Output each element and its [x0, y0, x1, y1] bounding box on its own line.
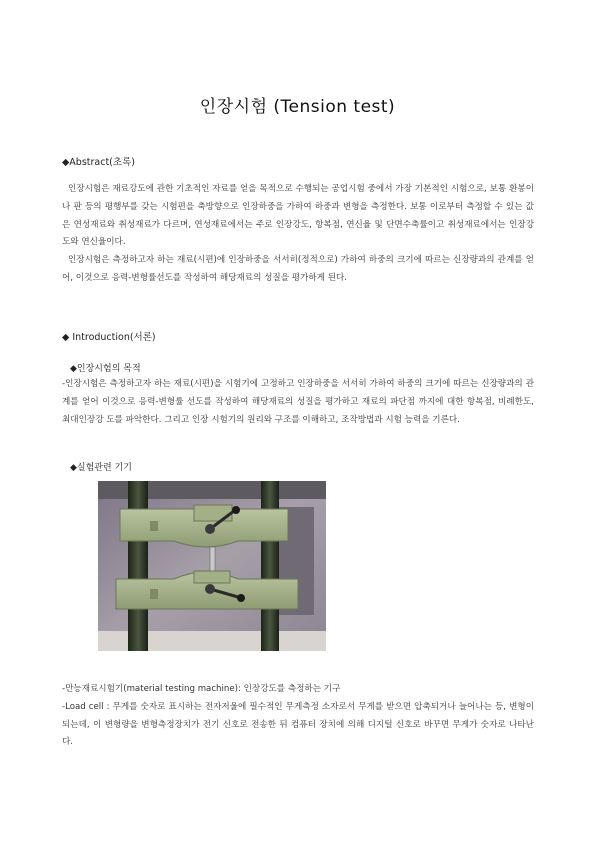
purpose-paragraph: -인장시험은 측정하고자 하는 재료(시편)을 시험기에 고정하고 인장하중을 서서히 가하여 하중의 크기에 따르는 신장량과의 관계를 얻어 이것으로 응력-변형률 선도를 작성하여 해당재료의 성질을 평가하고 재료의 파단점 까지에 대한 항복점, 비례한도, 최대인장강 도를 파악한다. 그리고 인장 시험기의 원리와 구조를 이해하고, 조작방법과 시험 능력을 기른다.	[62, 379, 534, 425]
equipment-heading: ◆실험관련 기기	[70, 463, 132, 473]
equipment-line-2: -Load cell : 무게를 숫자로 표시하는 전자저울에 필수적인 무게측정 소자로서 무게를 받으면 압축되거나 늘어나는 등, 변형이 되는데, 이 변형량을 변형측정장치가 전기 신호로 전송한 뒤 컴퓨터 장치에 의해 디지털 신호로 바꾸면 무게가 숫자로 나타난다.	[62, 701, 534, 748]
introduction-heading: ◆ Introduction(서론)	[62, 332, 156, 343]
equipment-body	[62, 681, 534, 752]
document-title: 인장시험 (Tension test)	[199, 97, 396, 117]
testing-machine-photo	[98, 481, 326, 651]
purpose-heading: ◆인장시험의 목적	[70, 364, 141, 374]
equipment-line-1: -만능재료시험기(material testing machine): 인장강도를 측정하는 기구	[62, 684, 341, 694]
abstract-paragraph-2: 인장시험은 측정하고자 하는 재료(시편)에 인장하중을 서서히(정적으로) 가하여 하중의 크기에 따르는 신장량과의 관계를 얻어, 이것으로 응력-변형률선도를 작성하여 해당재료의 성질을 평가하게 된다.	[62, 255, 534, 283]
abstract-body	[62, 181, 534, 288]
abstract-heading: ◆Abstract(초록)	[62, 157, 135, 168]
abstract-paragraph-1: 인장시험은 재료강도에 관한 기초적인 자료를 얻을 목적으로 수행되는 공업시험 중에서 가장 기본적인 시험으로, 보통 환봉이나 판 등의 평행부를 갖는 시험편을 축방향으로 인장하중을 가하여 하중과 변형을 측정한다. 보통 이로부터 측정할 수 있는 값은 연성재료와 취성재료가 다르며, 연성재료에서는 주로 인장강도, 항복점, 연신율 및 단면수축률이고 취성재료에서는 인장강도와 연신율이다.	[62, 184, 534, 248]
purpose-body	[62, 376, 534, 429]
